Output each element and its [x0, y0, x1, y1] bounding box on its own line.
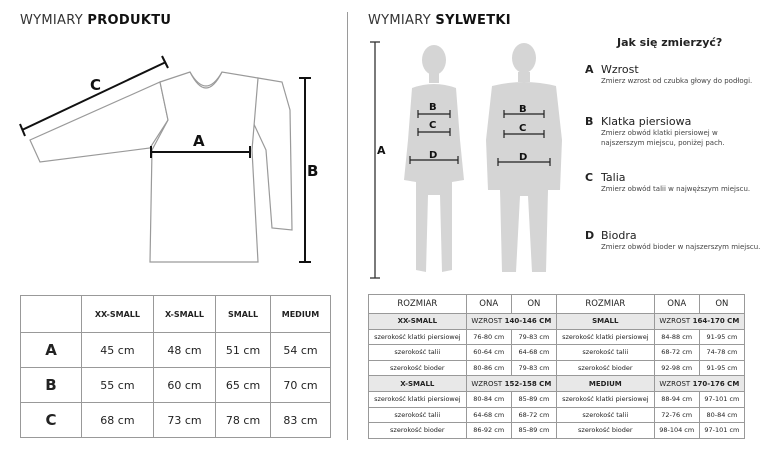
size-header: SMALL [216, 296, 271, 333]
cell: 79-83 cm [511, 329, 556, 345]
measure-item [585, 166, 751, 193]
cell: szerokość klatki piersiowej [556, 391, 654, 407]
height-value: 140-146 CM [504, 317, 552, 326]
measure-letter: B [585, 115, 594, 128]
cell: 85-89 cm [511, 391, 556, 407]
measure-item [585, 110, 725, 147]
group-height [466, 376, 556, 392]
figures-diagram [360, 0, 580, 245]
cell: 70 cm [271, 368, 331, 403]
cell: szerokość talii [556, 345, 654, 361]
title-regular: WYMIARY [368, 13, 431, 28]
cell: 79-83 cm [511, 360, 556, 376]
group-height [654, 314, 744, 330]
row-label: B [21, 368, 82, 403]
column-divider [347, 12, 348, 440]
product-size-table [20, 295, 331, 438]
group-size: SMALL [556, 314, 654, 330]
table-header-row [369, 295, 745, 314]
cell: 54 cm [271, 333, 331, 368]
cell: 60 cm [153, 368, 215, 403]
size-header: XX-SMALL [82, 296, 154, 333]
cell: 55 cm [82, 368, 154, 403]
measure-name: Talia [601, 171, 626, 184]
cell: 51 cm [216, 333, 271, 368]
label-c: C [90, 76, 102, 94]
cell: 97-101 cm [699, 423, 744, 439]
cell: 80-86 cm [466, 360, 511, 376]
cell: 68 cm [82, 403, 154, 438]
cell: 88-94 cm [654, 391, 699, 407]
cell: 92-98 cm [654, 360, 699, 376]
cell: 91-95 cm [699, 360, 744, 376]
group-size: XX-SMALL [369, 314, 467, 330]
measure-letter: A [585, 63, 594, 76]
male-label-c: C [519, 123, 527, 134]
height-label: WZROST [471, 379, 503, 388]
cell: 80-84 cm [466, 391, 511, 407]
table-row [369, 360, 745, 376]
male-label-d: D [519, 152, 528, 163]
cell: szerokość klatki piersiowej [369, 329, 467, 345]
cell: 73 cm [153, 403, 215, 438]
cell: 86-92 cm [466, 423, 511, 439]
cell: 64-68 cm [466, 407, 511, 423]
row-label: A [21, 333, 82, 368]
measure-description: Zmierz obwód klatki piersiowej w najszerszym miejscu, poniżej pach. [601, 129, 725, 147]
measure-letter: D [585, 229, 595, 242]
measure-name: Klatka piersiowa [601, 115, 692, 128]
height-value: 164-170 CM [692, 317, 740, 326]
cell: 80-84 cm [699, 407, 744, 423]
cell: 78 cm [216, 403, 271, 438]
size-header: X-SMALL [153, 296, 215, 333]
title-bold: SYLWETKI [435, 13, 511, 28]
shirt-body-outline [150, 72, 258, 262]
height-value: 170-176 CM [692, 379, 740, 388]
table-row [21, 368, 331, 403]
height-label: WZROST [471, 317, 503, 326]
cell: 98-104 cm [654, 423, 699, 439]
group-height [654, 376, 744, 392]
row-label: C [21, 403, 82, 438]
size-group-row [369, 376, 745, 392]
label-a: A [193, 132, 205, 150]
size-group-row [369, 314, 745, 330]
measure-description: Zmierz obwód bioder w najszerszym miejscu. [601, 243, 760, 251]
cell: szerokość bioder [556, 423, 654, 439]
cell: szerokość bioder [556, 360, 654, 376]
right-sleeve-outline [252, 78, 292, 230]
how-to-measure-title: Jak się zmierzyć? [617, 36, 723, 49]
measure-name: Biodra [601, 229, 637, 242]
title-regular: WYMIARY [20, 13, 83, 28]
cell: 68-72 cm [511, 407, 556, 423]
height-label: WZROST [659, 379, 691, 388]
table-row [369, 391, 745, 407]
measure-item [585, 58, 753, 85]
column-header: ROZMIAR [369, 295, 467, 314]
figure-label-a: A [377, 144, 386, 157]
table-row [369, 329, 745, 345]
measure-description: Zmierz obwód talii w najwęższym miejscu. [601, 185, 751, 193]
cell: 84-88 cm [654, 329, 699, 345]
table-row [21, 333, 331, 368]
title-bold: PRODUKTU [87, 13, 172, 28]
column-header: ONA [654, 295, 699, 314]
female-label-d: D [429, 150, 438, 161]
cell: szerokość talii [556, 407, 654, 423]
female-label-b: B [429, 102, 437, 113]
cell: 74-78 cm [699, 345, 744, 361]
body-size-table [368, 294, 745, 439]
table-row [369, 407, 745, 423]
cell: 64-68 cm [511, 345, 556, 361]
column-header: ONA [466, 295, 511, 314]
cell: 91-95 cm [699, 329, 744, 345]
cell: 72-76 cm [654, 407, 699, 423]
cell: 45 cm [82, 333, 154, 368]
corner-cell [21, 296, 82, 333]
shirt-diagram [0, 0, 340, 260]
column-header: ON [511, 295, 556, 314]
label-b: B [307, 162, 319, 180]
female-label-c: C [429, 120, 437, 131]
measure-item [585, 224, 760, 251]
cell: szerokość bioder [369, 423, 467, 439]
cell: 83 cm [271, 403, 331, 438]
cell: 60-64 cm [466, 345, 511, 361]
cell: 97-101 cm [699, 391, 744, 407]
cell: 48 cm [153, 333, 215, 368]
measure-description: Zmierz wzrost od czubka głowy do podłogi. [601, 77, 753, 85]
measure-letter: C [585, 171, 594, 184]
column-header: ROZMIAR [556, 295, 654, 314]
measure-name: Wzrost [601, 63, 639, 76]
height-label: WZROST [659, 317, 691, 326]
cell: szerokość klatki piersiowej [369, 391, 467, 407]
cell: 65 cm [216, 368, 271, 403]
group-size: X-SMALL [369, 376, 467, 392]
cell: szerokość bioder [369, 360, 467, 376]
group-size: MEDIUM [556, 376, 654, 392]
cell: 68-72 cm [654, 345, 699, 361]
table-row [369, 345, 745, 361]
cell: szerokość klatki piersiowej [556, 329, 654, 345]
height-value: 152-158 CM [504, 379, 552, 388]
column-header: ON [699, 295, 744, 314]
cell: szerokość talii [369, 407, 467, 423]
table-row [369, 423, 745, 439]
size-header: MEDIUM [271, 296, 331, 333]
group-height [466, 314, 556, 330]
male-label-b: B [519, 104, 527, 115]
cell: szerokość talii [369, 345, 467, 361]
table-row [21, 403, 331, 438]
cell: 85-89 cm [511, 423, 556, 439]
cell: 76-80 cm [466, 329, 511, 345]
